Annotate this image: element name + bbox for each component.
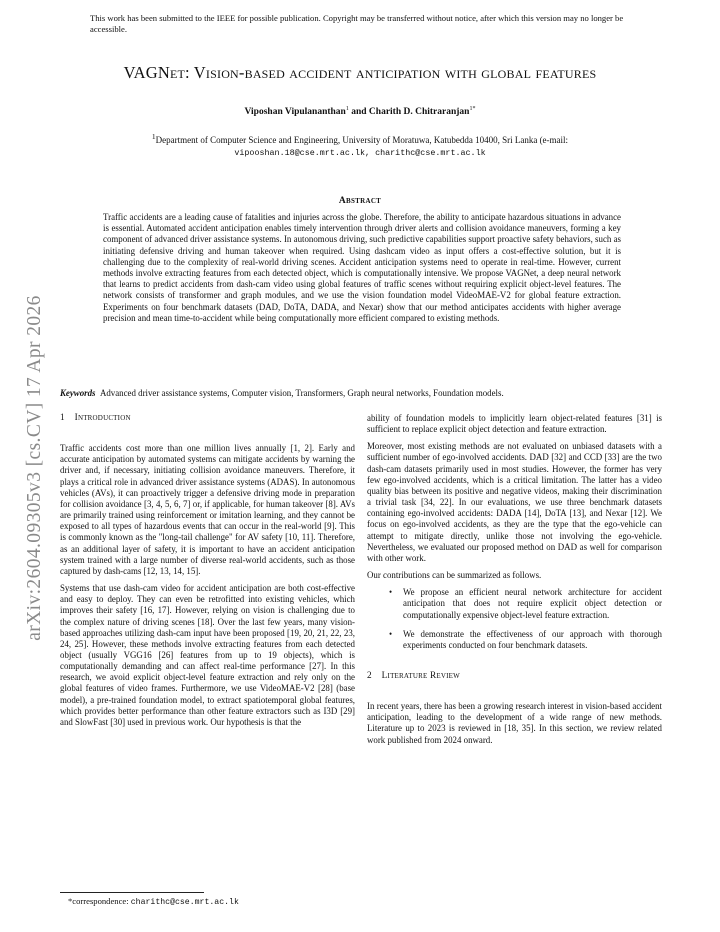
title-part-2: et: Vision-based accident anticipation with global features [169, 63, 597, 82]
list-item [389, 628, 662, 651]
section-1-number: 1 [60, 413, 65, 423]
footnote-divider [60, 892, 204, 893]
intro-paragraph-2: Systems that use dash-cam video for accident anticipation are both cost-effective and easy to deploy. They can even be retrofitted into existing vehicles, which improves their safety [16, 17]. However, relying on vision is challenging due to the complex nature of driving scenes [18]. Over the last few years, many vision-based approaches utilizing dash-cam input have been proposed [19, 20, 21, 22, 23, 24, 25]. However, these methods involve extracting features from each detected object (usually VGG16 [26] features from up to 19 objects), which is computationally demanding and can affect real-time performance [27]. In this research, we avoid explicit object-level feature extraction and rely only on the global features of video frames. Furthermore, we use VideoMAE-V2 [28] (base model), a pre-trained foundation model, to extract spatiotemporal global features, which provides better performance than other feature extractors such as I3D [29] and SlowFast [30] used in previous work. Our hypothesis is that the [60, 583, 355, 727]
footnote-label: *correspondence: [68, 896, 129, 906]
author-2-affiliation-mark: 1* [469, 106, 476, 112]
author-1-affiliation-mark: 1 [345, 106, 349, 112]
keywords-text: Advanced driver assistance systems, Computer vision, Transformers, Graph neural networks, Foundation models. [99, 388, 504, 398]
right-column [367, 413, 662, 752]
author-1: Viposhan Vipulananthan [244, 107, 346, 118]
contribution-2: We demonstrate the effectiveness of our approach with thorough experiments conducted on four benchmark datasets. [403, 628, 662, 650]
author-2: Charith D. Chitraranjan [368, 107, 470, 118]
section-1-heading [60, 413, 355, 424]
affiliation-mark: 1 [151, 132, 156, 141]
author-list [0, 106, 720, 117]
copyright-notice: This work has been submitted to the IEEE for possible publication. Copyright may be transferred without notice, after which this version may no longer be accessible. [90, 13, 624, 34]
arxiv-sidebar-stamp [23, 258, 47, 678]
right-paragraph-1: ability of foundation models to implicitly learn object-related features [31] is sufficient to replace explicit object detection and feature extraction. [367, 413, 662, 435]
bullet-icon: • [389, 628, 393, 639]
right-paragraph-2: Moreover, most existing methods are not evaluated on unbiased datasets with a sufficient number of ego-involved accidents. DAD [32] and CCD [33] are the two dash-cam datasets primarily used in most studies. However, the former has very few ego-involved accidents, which is a critical limitation. The latter has a video quality bias between its positive and negative videos, making their discrimination a trivial task [34, 22]. In our evaluations, we use three benchmark datasets containing ego-involved accidents: DADA [14], DoTA [13], and Nexar [12]. We focus on ego-involved accidents, as they are the type that the ego-vehicle can attempt to mitigate directly, unlike those not involving the ego-vehicle. Nevertheless, we evaluated our proposed method on DAD as well for comparison with other work. [367, 441, 662, 563]
footnote [68, 896, 239, 907]
section-1-title: Introduction [74, 413, 131, 423]
author-conjunction: and [348, 107, 369, 118]
abstract-body: Traffic accidents are a leading cause of fatalities and injuries across the globe. Therefore, the ability to anticipate hazardous situations in advance is essential. Automated accident anticipation enables timely intervention through driver alerts and collision avoidance maneuvers, forming a key component of advanced driver assistance systems. In autonomous driving, such predictive capabilities support proactive safety behaviors, such as initiating defensive driving and human takeover when required. Using dashcam video as input offers a cost-effective solution, but it is challenging due to the complexity of real-world driving scenes. Accident anticipation systems need to operate in real-time. However, current methods involve extracting features from each detected object, which is computationally intensive. We propose VAGNet, a deep neural network that learns to predict accidents from dash-cam video using global features of traffic scenes without requiring explicit object-level features. The network consists of transformer and graph modules, and we use the vision foundation model VideoMAE-V2 for global feature extraction. Experiments on four benchmark datasets (DAD, DoTA, DADA, and Nexar) show that our method anticipates accidents with higher average precision and mean time-to-accident while being computationally more efficient compared to existing methods. [103, 212, 621, 323]
review-paragraph-1: In recent years, there has been a growing research interest in vision-based accident anticipation, leading to the development of a wide range of new methods. Literature up to 2023 is reviewed in [18, 35]. In this section, we review related work published from 2024 onward. [367, 701, 662, 745]
section-2-title: Literature Review [381, 670, 460, 681]
contribution-1: We propose an efficient neural network architecture for accident anticipation that does not require explicit object detection or computationally expensive object-level feature extraction. [403, 587, 662, 620]
keywords-label: Keywords [60, 388, 96, 398]
section-2-number: 2 [367, 670, 372, 681]
affiliation-text: Department of Computer Science and Engineering, University of Moratuwa, Katubedda 10400, Sri Lanka (e-mail: [155, 135, 569, 145]
contributions-list [389, 587, 662, 651]
list-item [389, 587, 662, 620]
author-emails: vipooshan.18@cse.mrt.ac.lk, charithc@cse.mrt.ac.lk [234, 148, 486, 158]
right-paragraph-3: Our contributions can be summarized as follows. [367, 570, 542, 581]
bullet-icon: • [389, 587, 393, 598]
paper-title [0, 63, 720, 83]
section-2-heading [367, 671, 662, 682]
title-part-1: VAGN [123, 63, 170, 82]
abstract-heading: Abstract [338, 196, 382, 206]
keywords [60, 388, 670, 399]
intro-paragraph-1: Traffic accidents cost more than one million lives annually [1, 2]. Early and accurate anticipation by automated systems can mitigate accidents by warning the driver and, if necessary, initiating collision avoidance maneuvers. Therefore, it plays a critical role in advanced driver assistance systems (ADAS). In autonomous vehicles (AVs), it can proactively trigger a defensive driving mode in preparation for collision avoidance [3, 4, 5, 6, 7] or, if applicable, for human takeover [8]. AVs are primarily trained using reinforcement or imitation learning, and they cannot be exposed to all types of hazardous events that can occur in the real-world [9]. This is commonly known as the "long-tail challenge" for AV safety [10, 11]. Therefore, as an additional layer of safety, it is important to have an accident anticipation system trained with a large number of diverse real-world accidents, such as those captured by dash-cams [12, 13, 14, 15]. [60, 443, 355, 576]
affiliation [80, 131, 640, 159]
footnote-email: charithc@cse.mrt.ac.lk [130, 898, 239, 907]
left-column [60, 413, 355, 734]
arxiv-stamp-text: arXiv:2604.09305v3 [cs.CV] 17 Apr 2026 [24, 295, 45, 641]
